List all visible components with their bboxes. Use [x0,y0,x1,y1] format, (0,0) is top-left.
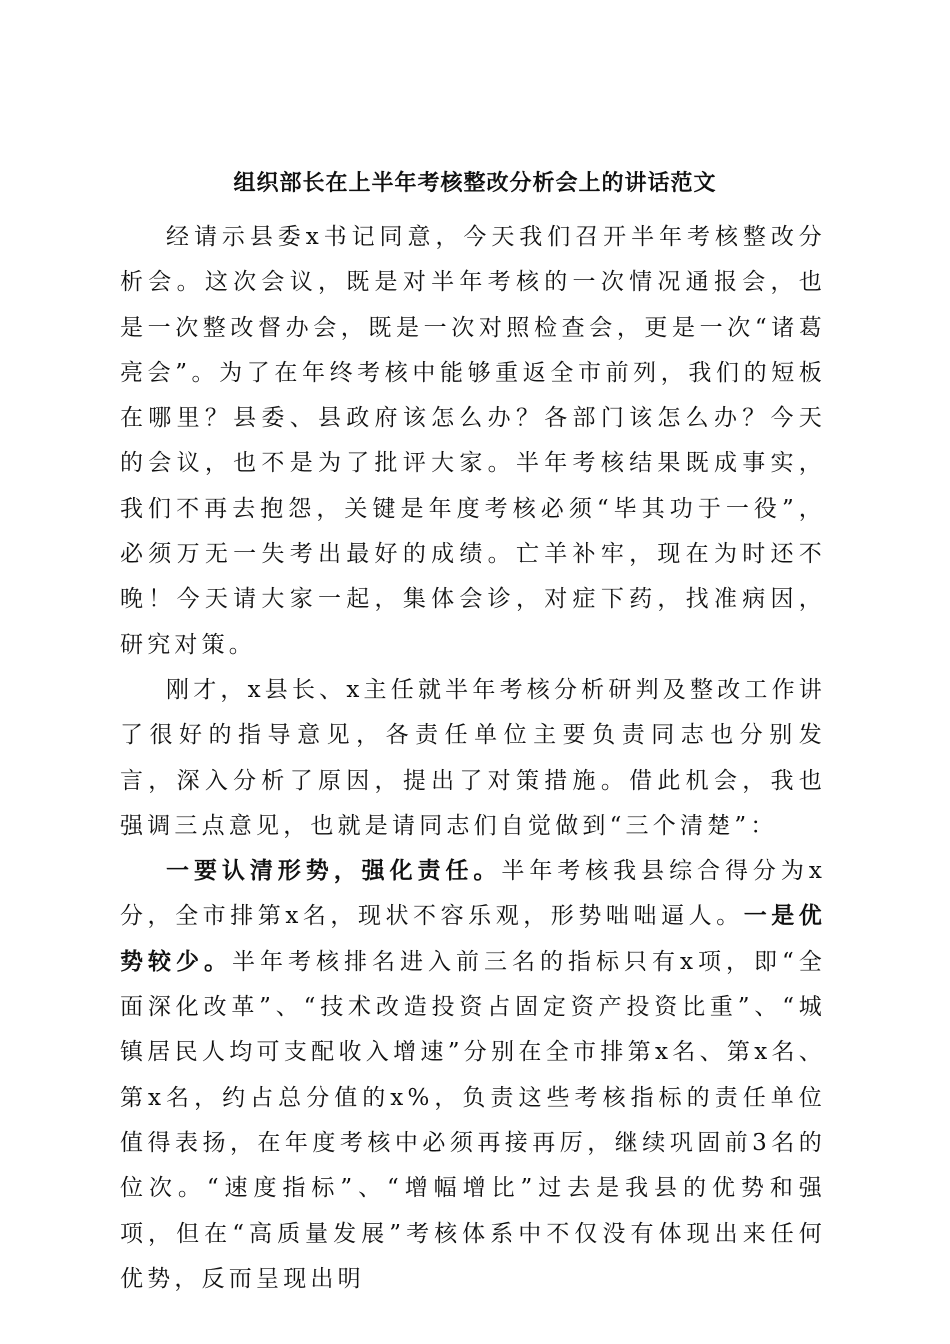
paragraph-1: 经请示县委x书记同意，今天我们召开半年考核整改分析会。这次会议，既是对半年考核的一次情况通报会，也是一次整改督办会，既是一次对照检查会，更是一次“诸葛亮会”。为了在年终考核中能够重返全市前列，我们的短板在哪里？县委、县政府该怎么办？各部门该怎么办？今天的会议，也不是为了批评大家。半年考核结果既成事实，我们不再去抱怨，关键是年度考核必须“毕其功于一役”，必须万无一失考出最好的成绩。亡羊补牢，现在为时还不晚！今天请大家一起，集体会诊，对症下药，找准病因，研究对策。 [120,224,826,658]
section-subheading: 一是优势较少。 [120,903,826,975]
section-text-b: 半年考核排名进入前三名的指标只有x项，即“全面深化改革”、“技术改造投资占固定资产投资比重”、“城镇居民人均可支配收入增速”分别在全市排第x名、第x名、第x名，约占总分值的x%，负责这些考核指标的责任单位值得表扬，在年度考核中必须再接再厉，继续巩固前3名的位次。“速度指标”、“增幅增比”过去是我县的优势和强项，但在“高质量发展”考核体系中不仅没有体现出来任何优势，反而呈现出明 [120,948,826,1292]
section-heading: 一要认清形势，强化责任。 [166,858,502,885]
document-body [120,215,826,1302]
paragraph-3 [120,849,826,1302]
paragraph-2: 刚才，x县长、x主任就半年考核分析研判及整改工作讲了很好的指导意见，各责任单位主要负责同志也分别发言，深入分析了原因，提出了对策措施。借此机会，我也强调三点意见，也就是请同志们自觉做到“三个清楚”： [120,676,826,839]
section-text-a: 半年考核我县综合得分为x分，全市排第x名，现状不容乐观，形势咄咄逼人。 [120,858,826,930]
document-title: 组织部长在上半年考核整改分析会上的讲话范文 [233,171,717,196]
